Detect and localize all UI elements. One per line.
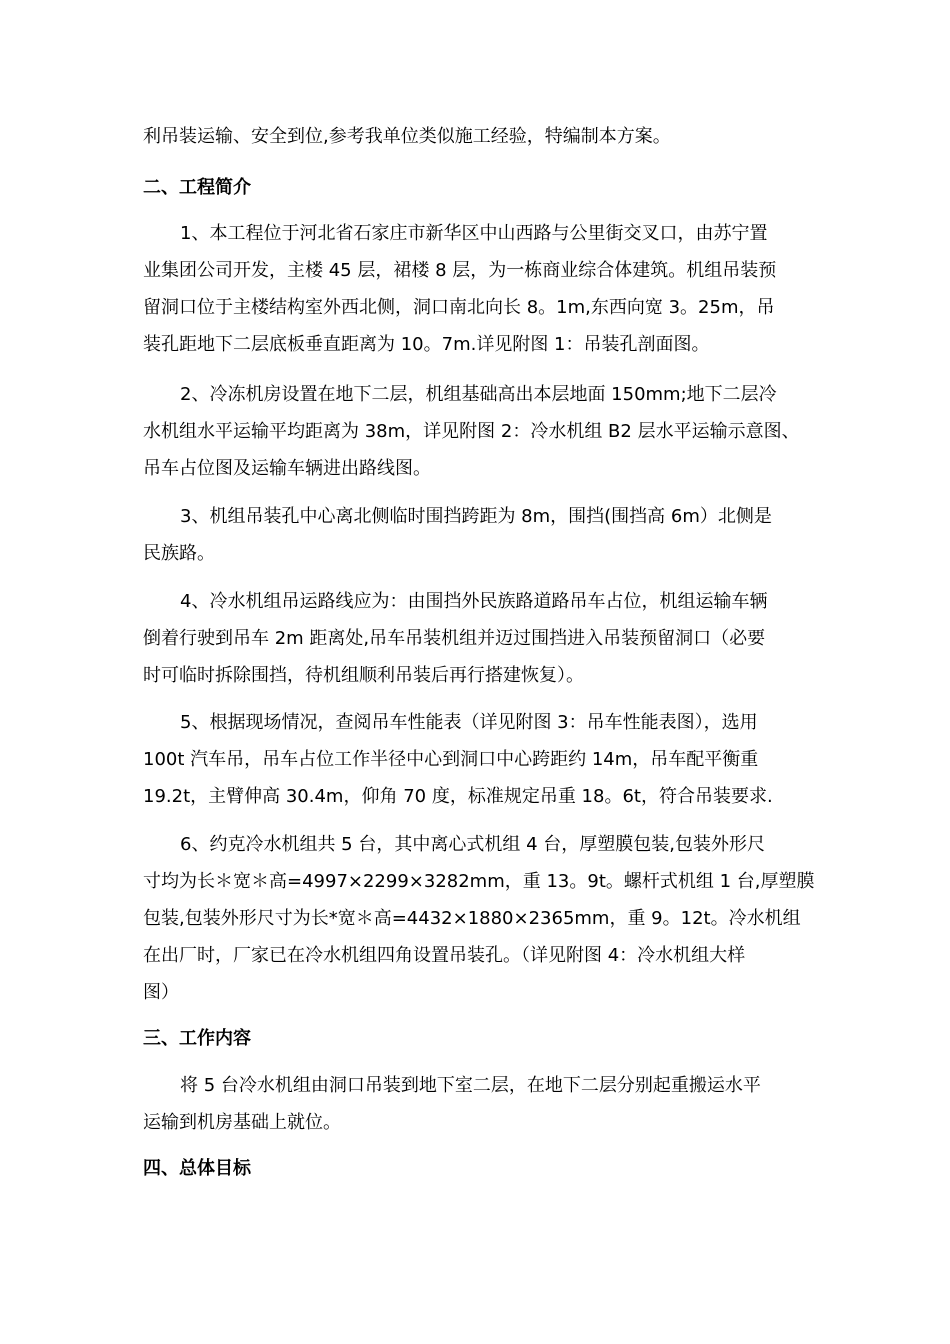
paragraph-line: 6、约克冷水机组共 5 台，其中离心式机组 4 台，厚塑膜包装,包装外形尺: [180, 834, 765, 855]
paragraph-line: 业集团公司开发，主楼 45 层，裙楼 8 层，为一栋商业综合体建筑。机组吊装预: [143, 260, 777, 281]
paragraph-line: 图）: [143, 982, 179, 1003]
section-heading-overview: 二、工程简介: [143, 177, 251, 198]
paragraph-line: 包装,包装外形尺寸为长*宽＊高=4432×1880×2365mm，重 9。12t。冷水机组: [143, 908, 801, 929]
paragraph-line: 利吊装运输、安全到位,参考我单位类似施工经验，特编制本方案。: [143, 126, 671, 147]
paragraph-line: 留洞口位于主楼结构室外西北侧，洞口南北向长 8。1m,东西向宽 3。25m，吊: [143, 297, 775, 318]
paragraph-line: 将 5 台冷水机组由洞口吊装到地下室二层，在地下二层分别起重搬运水平: [180, 1075, 761, 1096]
paragraph-line: 100t 汽车吊，吊车占位工作半径中心到洞口中心跨距约 14m，吊车配平衡重: [143, 749, 759, 770]
paragraph-line: 3、机组吊装孔中心离北侧临时围挡跨距为 8m，围挡(围挡高 6m）北侧是: [180, 506, 772, 527]
paragraph-line: 19.2t，主臂伸高 30.4m，仰角 70 度，标准规定吊重 18。6t，符合吊装要求.: [143, 786, 773, 807]
paragraph-line: 水机组水平运输平均距离为 38m，详见附图 2：冷水机组 B2 层水平运输示意图、: [143, 421, 800, 442]
section-heading-work-content: 三、工作内容: [143, 1028, 251, 1049]
paragraph-line: 寸均为长＊宽＊高=4997×2299×3282mm，重 13。9t。螺杆式机组 1 台,厚塑膜: [143, 871, 815, 892]
paragraph-line: 4、冷水机组吊运路线应为：由围挡外民族路道路吊车占位，机组运输车辆: [180, 591, 768, 612]
paragraph-line: 2、冷冻机房设置在地下二层，机组基础高出本层地面 150mm;地下二层冷: [180, 384, 777, 405]
paragraph-line: 时可临时拆除围挡，待机组顺利吊装后再行搭建恢复）。: [143, 665, 584, 686]
paragraph-line: 装孔距地下二层底板垂直距离为 10。7m.详见附图 1：吊装孔剖面图。: [143, 334, 710, 355]
section-heading-overall-goal: 四、总体目标: [143, 1158, 251, 1179]
paragraph-line: 吊车占位图及运输车辆进出路线图。: [143, 458, 431, 479]
paragraph-line: 运输到机房基础上就位。: [143, 1112, 341, 1133]
paragraph-line: 在出厂时，厂家已在冷水机组四角设置吊装孔。（详见附图 4：冷水机组大样: [143, 945, 746, 966]
paragraph-line: 民族路。: [143, 543, 215, 564]
paragraph-line: 倒着行驶到吊车 2m 距离处,吊车吊装机组并迈过围挡进入吊装预留洞口（必要: [143, 628, 766, 649]
paragraph-line: 1、本工程位于河北省石家庄市新华区中山西路与公里街交叉口，由苏宁置: [180, 223, 768, 244]
paragraph-line: 5、根据现场情况，查阅吊车性能表（详见附图 3：吊车性能表图），选用: [180, 712, 758, 733]
